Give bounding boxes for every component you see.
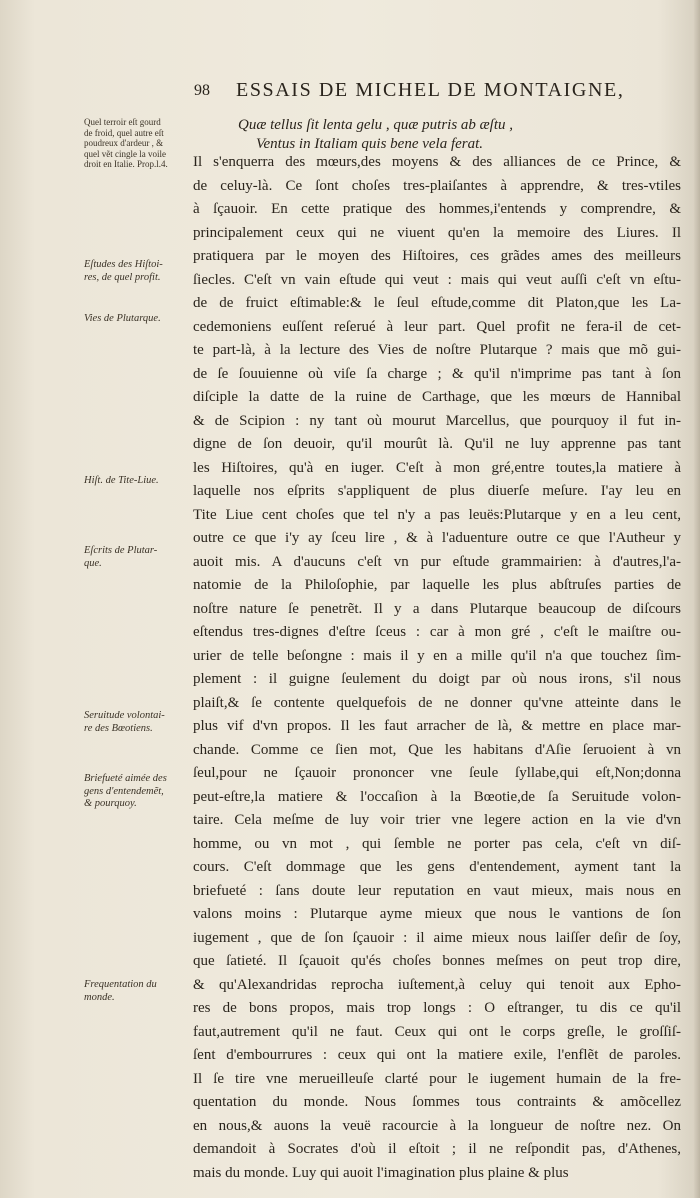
text-line: ſiecles. C'eſt vn vain eſtude qui veut : mais qui veut auſſi c'eſt vn eſtu- (193, 271, 681, 288)
verse-line: Quæ tellus ſit lenta gelu , quæ putris ab æſtu , (238, 117, 514, 133)
text-line: iugement , que de ſon ſçauoir : il aime mieux nous laiſſer deſir de ſoy, (193, 929, 681, 946)
margin-note-line: Hiſt. de Tite-Liue. (84, 475, 159, 486)
margin-note-line: Seruitude volontai- (84, 710, 165, 721)
text-line: les Hiſtoires, qu'à en iuger. C'eſt à mon gré,entre toutes,la matiere à (193, 459, 681, 476)
text-line: & qu'Alexandridas reprocha iuſtement,à celuy qui tenoit aux Epho- (193, 976, 681, 993)
text-line: outre ce que i'y ay ſceu lire , & à l'aduenture outre ce que l'Autheur y (193, 530, 681, 546)
text-line: laquelle nos eſprits s'appliquent de plus diuerſe meſure. I'ay leu en (193, 483, 681, 499)
text-line: faut,autrement qu'il ne faut. Ceux qui ont le corps greſle, le groſſiſ- (193, 1023, 681, 1040)
text-line: principalement ceux qui ne viuent qu'en la memoire des Liures. Il (193, 224, 681, 241)
text-line: diſciple la datte de la ruine de Carthage, que les mœurs de Hannibal (193, 389, 681, 405)
margin-note-line: res, de quel profit. (84, 271, 161, 283)
text-line: pratiquera par le moyen des Hiſtoires, ces grãdes ames des meilleurs (193, 248, 681, 264)
margin-note-line: Briefueté aimée des (84, 773, 167, 784)
text-line: valons moins : Plutarque ayme mieux que nous le vantions de ſon (193, 906, 681, 922)
text-line: taire. Cela meſme de luy voir trier vne legere action en la vie d'vn (193, 812, 681, 828)
text-line: auoit mis. A d'aucuns c'eſt vn pur eſtude grammairien: à d'autres,l'a- (193, 553, 681, 570)
margin-note-frequentation-monde (84, 979, 196, 1004)
text-line: plaiſt,& ſe contente quelquefois de ne donner qu'vne atteinte dans le (193, 694, 681, 711)
text-line: peut-eſtre,la matiere & l'occaſion à la Bœotie,de ſa Seruitude volon- (193, 788, 681, 805)
text-line: & de Scipion : ny tant où mourut Marcellus, que pourquoy il fut in- (193, 412, 681, 429)
margin-note-tite-liue (84, 475, 196, 488)
text-line: ſeul,pour ne ſçauoir prononcer vne ſeule ſyllabe,qui eſt,Non;donna (193, 765, 681, 781)
margin-note-line: re des Bœotiens. (84, 722, 153, 734)
text-line: cedemoniens euſſent reſerué à leur part. Quel profit ne fera-il de cet- (193, 318, 681, 335)
text-line: plement : il guigne ſeulement du doigt par où nous irons, s'il nous (193, 671, 681, 687)
margin-note-line: quel vẽt cingle la voile (84, 148, 166, 159)
page-header (194, 79, 686, 107)
text-line: digne de ſon deuoir, qu'il mourût là. Qu'il ne luy apprenne pas tant (193, 436, 681, 452)
text-line: quentation du monde. Nous ſommes tous contraints & amõcellez (193, 1094, 681, 1110)
margin-note-line: Vies de Plutarque. (84, 313, 161, 324)
margin-note-line: & pourquoy. (84, 798, 137, 809)
text-line: de celuy-là. Ce ſont choſes tres-plaiſantes à apprendre, & tres-vtiles (193, 177, 681, 194)
page-edge (694, 0, 700, 1198)
margin-note-verse-translation (84, 117, 196, 170)
margin-note-line: droit en Italie. Prop.l.4. (84, 159, 168, 169)
text-line: eſtendus tres-dignes d'eſtre ſceus : car à mon gré , c'eſt le maiſtre ou- (193, 624, 681, 640)
margin-note-briefuete (84, 773, 196, 811)
margin-note-line: Frequentation du (84, 979, 157, 990)
text-line: que ſatieté. Il ſçauoit qu'és choſes bonnes meſmes on peut trop dire, (193, 953, 681, 969)
text-line: demandoit à Socrates d'où il eſtoit ; il ne reſpondit pas, d'Athenes, (193, 1141, 681, 1157)
text-line: Il s'enquerra des mœurs,des moyens & des alliances de ce Prince, & (193, 154, 681, 170)
running-title: ESSAIS DE MICHEL DE MONTAIGNE, (236, 79, 625, 101)
text-line: res de bons propos, mais trop longs : O eſtranger, tu dis ce qu'il (193, 1000, 681, 1016)
margin-note-line: Eſcrits de Plutar- (84, 545, 158, 556)
margin-note-line: gens d'entendemẽt, (84, 785, 164, 797)
text-line: briefueté : ſans doute leur reputation en vaut mieux, mais nous en (193, 882, 681, 899)
text-line: ſent d'embourrures : ceux qui ont la matiere exile, l'enflẽt de paroles. (193, 1047, 681, 1063)
margin-note-vies-plutarque (84, 313, 196, 326)
latin-verse-quote (238, 116, 678, 154)
margin-note-line: monde. (84, 991, 115, 1003)
text-line: de de fruict eſtimable:& le ſeul eſtude,comme dit Platon,que les La- (193, 295, 681, 311)
margin-note-escrits-plutarque (84, 545, 196, 570)
body-text (193, 151, 681, 1185)
text-line: noſtre nature ſe penetrẽt. Il y a dans Plutarque beaucoup de diſcours (193, 600, 681, 617)
margin-note-line: que. (84, 557, 102, 569)
text-line: Tite Liue cent choſes que tel n'y a pas leuës:Plutarque y en a leu cent, (193, 506, 681, 523)
text-line: plus vif d'vn propos. Il les faut arracher de là, & mettre en place mar- (193, 718, 681, 734)
text-line: cours. C'eſt dommage que les gens d'entendement, ayment tant la (193, 859, 681, 875)
text-line: chande. Comme ce ſien mot, Que les habitans d'Aſie ſeruoient à vn (193, 741, 681, 758)
text-line: te part-là, à la lecture des Vies de noſtre Plutarque ? mais que mõ gui- (193, 342, 681, 358)
margin-note-line: Quel terroir eſt gourd (84, 117, 161, 127)
text-line: à ſçauoir. En cette pratique des hommes,i'entends y comprendre, & (193, 201, 681, 217)
text-line: mais du monde. Luy qui auoit l'imagination plus plaine & plus (193, 1164, 569, 1181)
text-line: de ſe ſouuienne où viſe ſa charge ; & qu'il n'imprime pas tant à ſon (193, 365, 681, 382)
page-number: 98 (194, 82, 210, 99)
margin-note-seruitude-volontaire (84, 710, 196, 735)
margin-note-line: de froid, quel autre eſt (84, 127, 164, 138)
margin-note-estudes-histoires (84, 259, 196, 284)
text-line: Il ſe tire vne merueilleuſe clarté pour le iugement humain de la fre- (193, 1070, 681, 1087)
text-line: urier de telle beſongne : mais il y en a mille qu'il n'a que touchez ſim- (193, 647, 681, 664)
text-line: homme, ou vn mot , qui ſemble ne porter pas cela, c'eſt vn diſ- (193, 835, 681, 852)
text-line: en nous,& auons la veuë racourcie à la longueur de noſtre nez. On (193, 1117, 681, 1134)
margin-note-line: Eſtudes des Hiſtoi- (84, 259, 163, 270)
margin-note-line: poudreux d'ardeur , & (84, 138, 164, 148)
verse-line: Ventus in Italiam quis bene vela ferat. (256, 136, 484, 152)
text-line: natomie de la Philoſophie, par laquelle les plus abſtruſes parties de (193, 577, 681, 593)
